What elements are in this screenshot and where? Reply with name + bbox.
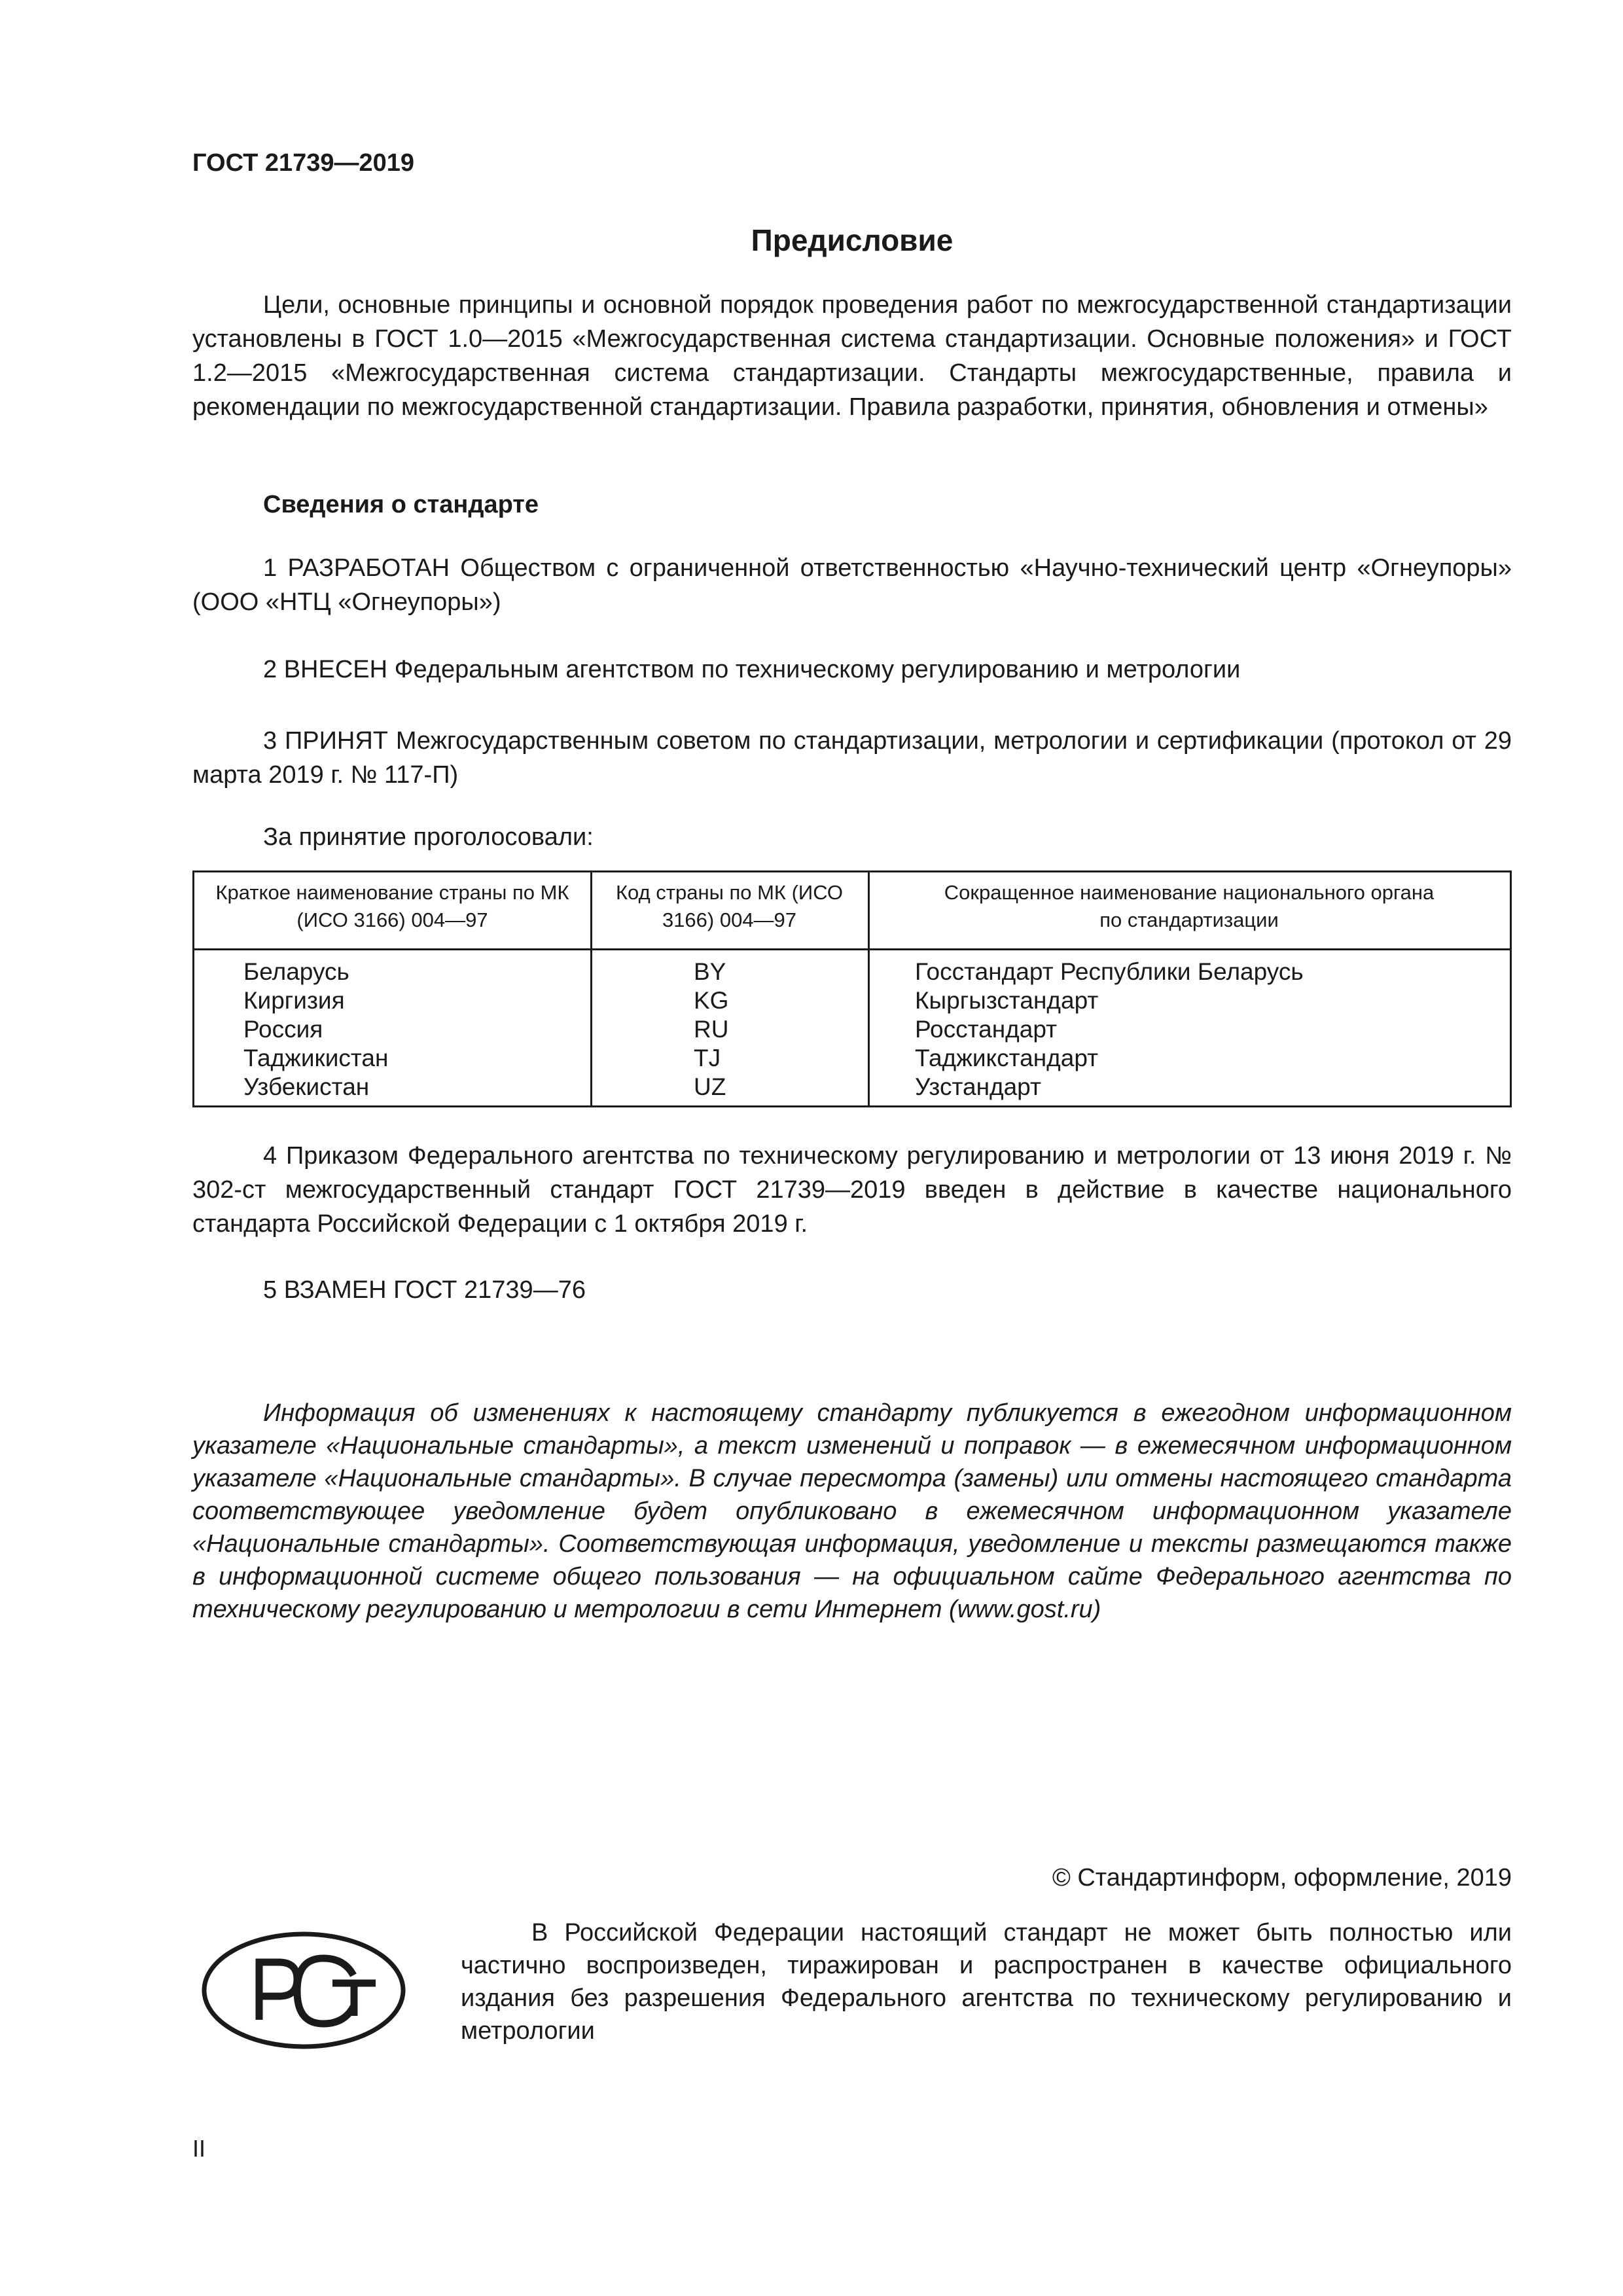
table-cell-body: Узстандарт [915, 1073, 1041, 1100]
table-divider [868, 872, 870, 1105]
table-header-country: Краткое наименование страны по МК (ИСО 3166) 004—97 [215, 881, 569, 931]
table-divider [590, 872, 592, 1105]
item-developed: 1 РАЗРАБОТАН Обществом с ограниченной ответственностью «Научно-технический центр «Огнеупоры» (ООО «НТЦ «Огнеупоры») [192, 554, 1512, 616]
table-cell-country: Киргизия [243, 987, 345, 1014]
copyright-line: © Стандартинформ, оформление, 2019 [1052, 1864, 1512, 1892]
rst-logo-icon [199, 1928, 408, 2053]
item-order: 4 Приказом Федерального агентства по техническому регулированию и метрологии от 13 июня 2019 г. № 302-ст межгосударственный стандарт ГОСТ 21739—2019 введен в действие в качестве национального стандарта Российской Федерации с 1 октября 2019 г. [192, 1142, 1512, 1238]
table-cell-country: Узбекистан [243, 1073, 370, 1100]
page-number: II [192, 2135, 206, 2162]
amendments-notice: Информация об изменениях к настоящему стандарту публикуется в ежегодном информационном указателе «Национальные стандарты», а текст изменений и поправок — в ежемесячном информационном указателе «Национальные стандарты». В случае пересмотра (замены) или отмены настоящего стандарта соответствующее уведомление будет опубликовано в ежемесячном информационном указателе «Национальные стандарты». Соответствующая информация, уведомление и тексты размещаются также в информационной системе общего пользования — на официальном сайте Федерального агентства по техническому регулированию и метрологии в сети Интернет (www.gost.ru) [192, 1399, 1512, 1623]
table-cell-code: BY [694, 958, 726, 985]
table-cell-body: Кыргызстандарт [915, 987, 1099, 1014]
page-title: Предисловие [751, 223, 954, 257]
table-header-body: Сокращенное наименование национального органа по стандартизации [944, 881, 1435, 931]
item-replaces: 5 ВЗАМЕН ГОСТ 21739—76 [263, 1276, 586, 1304]
item-submitted: 2 ВНЕСЕН Федеральным агентством по техническому регулированию и метрологии [263, 656, 1241, 683]
table-cell-code: TJ [694, 1045, 721, 1071]
voted-label: За принятие проголосовали: [263, 823, 594, 851]
table-cell-country: Таджикистан [243, 1045, 389, 1071]
vote-table [192, 870, 1512, 1107]
table-cell-country: Беларусь [243, 958, 349, 985]
table-cell-country: Россия [243, 1016, 323, 1043]
rights-notice: В Российской Федерации настоящий стандарт не может быть полностью или частично воспроизведен, тиражирован и распространен в качестве официального издания без разрешения Федерального агентства по техническому регулированию и метрологии [461, 1919, 1512, 2045]
table-cell-body: Росстандарт [915, 1016, 1058, 1043]
info-heading: Сведения о стандарте [263, 491, 539, 518]
table-cell-code: RU [694, 1016, 729, 1043]
table-cell-body: Госстандарт Республики Беларусь [915, 958, 1304, 985]
table-header-rule [194, 948, 1510, 950]
table-header-code: Код страны по МК (ИСО 3166) 004—97 [615, 881, 844, 931]
rst-logo [199, 1928, 408, 2056]
item-adopted: 3 ПРИНЯТ Межгосударственным советом по стандартизации, метрологии и сертификации (протокол от 29 марта 2019 г. № 117-П) [192, 727, 1512, 789]
document-code: ГОСТ 21739—2019 [192, 149, 415, 177]
table-cell-body: Таджикстандарт [915, 1045, 1099, 1071]
table-cell-code: UZ [694, 1073, 726, 1100]
intro-paragraph: Цели, основные принципы и основной порядок проведения работ по межгосударственной стандартизации установлены в ГОСТ 1.0—2015 «Межгосударственная система стандартизации. Основные положения» и ГОСТ 1.2—2015 «Межгосударственная система стандартизации. Стандарты межгосударственные, правила и рекомендации по межгосударственной стандартизации. Правила разработки, принятия, обновления и отмены» [192, 291, 1512, 421]
table-cell-code: KG [694, 987, 729, 1014]
